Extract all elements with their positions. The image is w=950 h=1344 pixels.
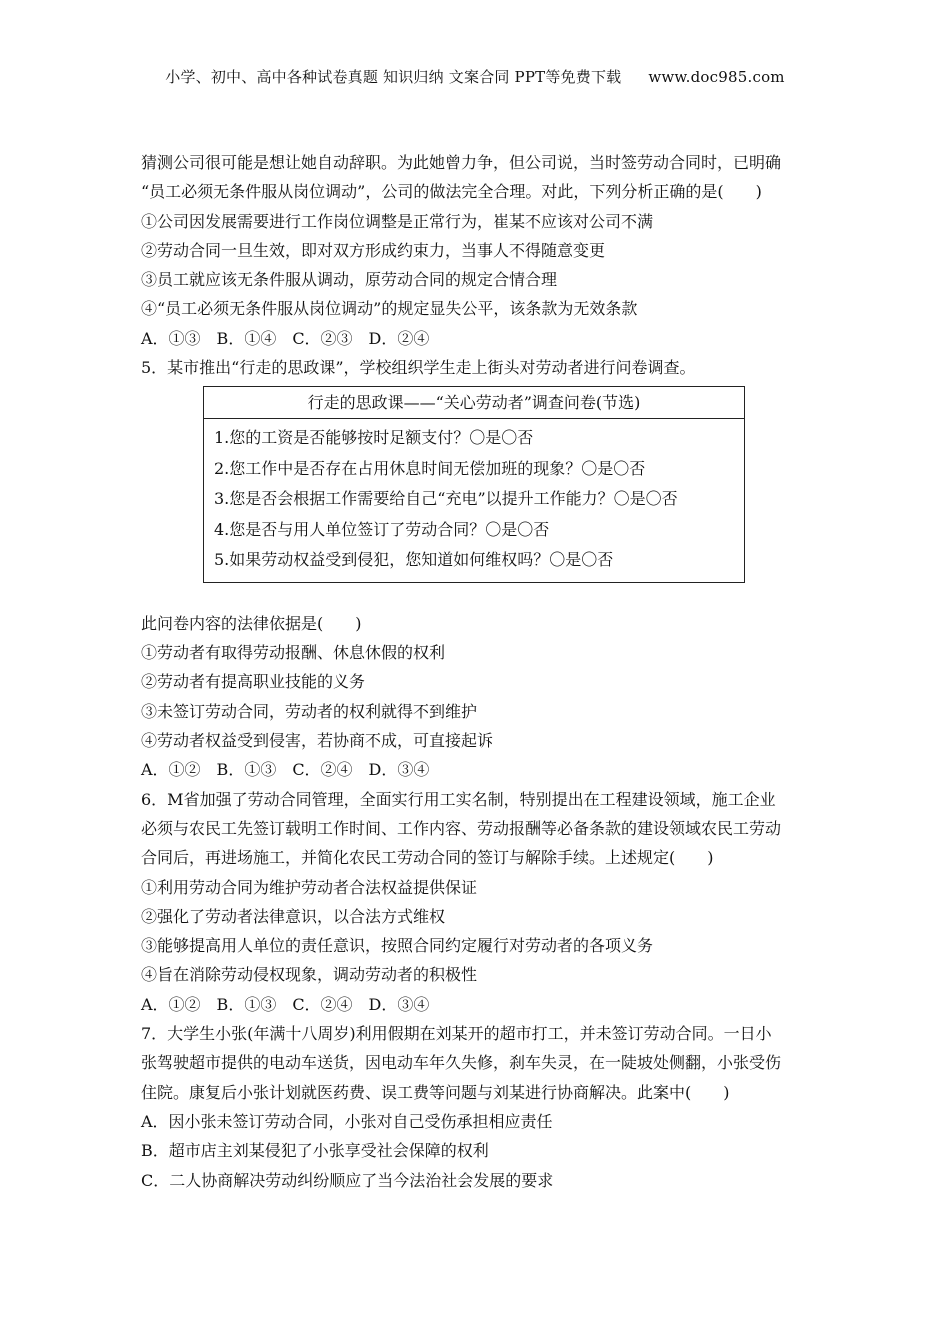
- answer-choices: A．①② B．①③ C．②④ D．③④: [141, 760, 430, 780]
- question-stem: 此问卷内容的法律依据是( ): [141, 613, 362, 633]
- option-line: A．因小张未签订劳动合同，小张对自己受伤承担相应责任: [141, 1111, 553, 1131]
- survey-question: 4.您是否与用人单位签订了劳动合同？〇是〇否: [214, 519, 550, 539]
- question-stem: 7．大学生小张(年满十八周岁)利用假期在刘某开的超市打工，并未签订劳动合同。一日小: [141, 1024, 772, 1044]
- option-line: ②劳动者有提高职业技能的义务: [141, 672, 366, 692]
- text-line: “员工必须无条件服从岗位调动”，公司的做法完全合理。对此，下列分析正确的是( ): [141, 182, 762, 202]
- survey-title: 行走的思政课——“关心劳动者”调查问卷(节选): [204, 387, 744, 419]
- survey-question: 3.您是否会根据工作需要给自己“充电”以提升工作能力？〇是〇否: [214, 489, 678, 509]
- option-line: ④劳动者权益受到侵害，若协商不成，可直接起诉: [141, 731, 494, 751]
- question-stem: 张驾驶超市提供的电动车送货，因电动车年久失修，刹车失灵，在一陡坡处侧翻，小张受伤: [141, 1053, 782, 1073]
- spacer: [141, 595, 821, 609]
- option-line: ①劳动者有取得劳动报酬、休息休假的权利: [141, 643, 446, 663]
- survey-body: [204, 419, 744, 582]
- text-line: 猜测公司很可能是想让她自动辞职。为此她曾力争，但公司说，当时签劳动合同时，已明确: [141, 153, 782, 172]
- option-line: ③未签订劳动合同，劳动者的权利就得不到维护: [141, 701, 478, 721]
- survey-table: [203, 386, 745, 583]
- page-header: [0, 66, 950, 87]
- answer-choices: A．①③ B．①④ C．②③ D．②④: [141, 328, 430, 348]
- option-line: ③能够提高用人单位的责任意识，按照合同约定履行对劳动者的各项义务: [141, 936, 654, 956]
- option-line: C．二人协商解决劳动纠纷顺应了当今法治社会发展的要求: [141, 1170, 554, 1190]
- question-stem: 住院。康复后小张计划就医药费、误工费等问题与刘某进行协商解决。此案中( ): [141, 1082, 730, 1102]
- survey-question: 5.如果劳动权益受到侵犯，您知道如何维权吗？〇是〇否: [214, 550, 614, 570]
- survey-question: 2.您工作中是否存在占用休息时间无偿加班的现象？〇是〇否: [214, 458, 646, 478]
- option-line: B．超市店主刘某侵犯了小张享受社会保障的权利: [141, 1141, 489, 1161]
- header-text: 小学、初中、高中各种试卷真题 知识归纳 文案合同 PPT等免费下载: [165, 68, 622, 86]
- option-line: ①公司因发展需要进行工作岗位调整是正常行为，崔某不应该对公司不满: [141, 211, 654, 231]
- option-line: ③员工就应该无条件服从调动，原劳动合同的规定合情合理: [141, 270, 558, 290]
- question-stem: 必须与农民工先签订载明工作时间、工作内容、劳动报酬等必备条款的建设领域农民工劳动: [141, 818, 782, 838]
- header-url[interactable]: www.doc985.com: [648, 68, 785, 86]
- question-stem: 6．M省加强了劳动合同管理，全面实行用工实名制，特别提出在工程建设领域，施工企业: [141, 789, 776, 809]
- question-stem: 5．某市推出“行走的思政课”，学校组织学生走上街头对劳动者进行问卷调查。: [141, 358, 696, 378]
- option-line: ②强化了劳动者法律意识，以合法方式维权: [141, 906, 446, 926]
- exam-content: [141, 148, 821, 1195]
- survey-question: 1.您的工资是否能够按时足额支付？〇是〇否: [214, 428, 534, 448]
- option-line: ④旨在消除劳动侵权现象，调动劳动者的积极性: [141, 965, 478, 985]
- option-line: ④“员工必须无条件服从岗位调动”的规定显失公平，该条款为无效条款: [141, 299, 638, 319]
- option-line: ①利用劳动合同为维护劳动者合法权益提供保证: [141, 877, 478, 897]
- question-stem: 合同后，再进场施工，并简化农民工劳动合同的签订与解除手续。上述规定( ): [141, 848, 714, 868]
- answer-choices: A．①② B．①③ C．②④ D．③④: [141, 994, 430, 1014]
- option-line: ②劳动合同一旦生效，即对双方形成约束力，当事人不得随意变更: [141, 240, 606, 260]
